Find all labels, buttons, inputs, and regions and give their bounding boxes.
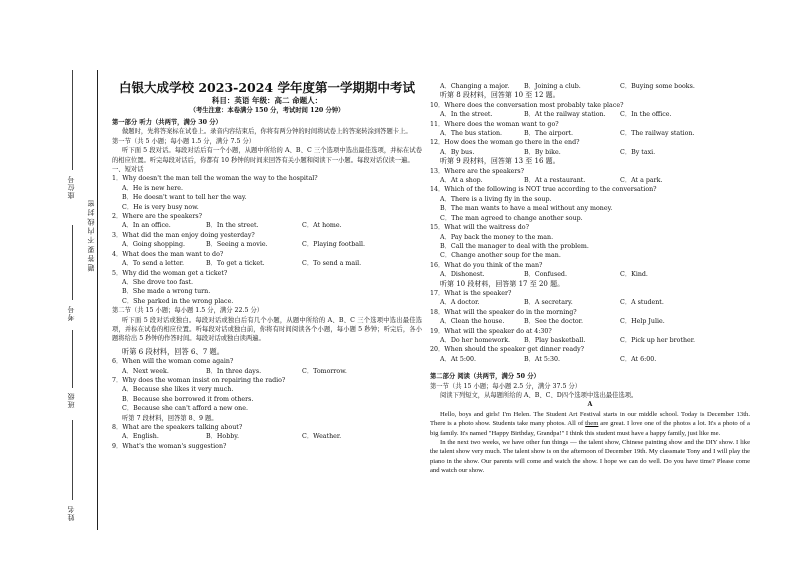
- options-row: [112, 432, 422, 441]
- option: C．Pick up her brother.: [620, 336, 696, 344]
- seal-line: [97, 70, 98, 530]
- sec2-intro: 听下面 5 段对话或独白。每段对话或独白后有几个小题，从题中所给的 A、B、C 三个选项中选出最佳选项，并标在试卷的相应位置。听每段对话或独白前，你将有时间阅读各个小题，每小题 5 秒钟；听完后，各小题将给出 5 秒钟的作答时间。每段对话或独白读两遍。: [112, 316, 422, 343]
- option: A．To send a letter.: [122, 260, 184, 268]
- option: C．A student.: [620, 299, 664, 307]
- underlined-word: them: [585, 420, 599, 428]
- name-label: 姓名: [67, 505, 75, 521]
- option: B．Seeing a movie.: [206, 241, 268, 249]
- options-row: [430, 82, 750, 91]
- options-row: [430, 110, 750, 119]
- para1-text: Hello, boys and girls! I'm Helen. The Student Art Festival starts in our middle school. Today is December 13th. There is a photo show. Students take many photos. All of: [430, 410, 750, 428]
- part2-sec1-heading: 第一节（共 15 小题；每小题 2.5 分，满分 37.5 分）: [430, 382, 582, 390]
- option: A．Because she likes it very much.: [122, 386, 234, 394]
- question-11: 11．Where does the woman want to go?: [430, 120, 559, 128]
- passage-paragraph-2: In the next two weeks, we have other fun things — the talent show, Chinese painting show and the DIY show. I like the talent show very much. The talent show is on the afternoon of December 19th. My classmate Tony and I will play the piano in the show. Our parents will come and watch the show. I hope we can do well. Do you have time? Please come and watch our show.: [430, 439, 750, 475]
- material-marker: 听第 6 段材料，回答 6、7 题。: [122, 346, 224, 356]
- option: B．Play basketball.: [524, 336, 586, 344]
- question-18: 18．What will the speaker do in the morning?: [430, 308, 577, 316]
- question-2: 2．Where are the speakers?: [112, 213, 203, 221]
- part1-intro: 做题时，先将答案标在试卷上。录音内容结束后，你将有两分钟的时间将试卷上的答案转涂到答题卡上。: [122, 128, 412, 136]
- options-row: [430, 317, 750, 326]
- question-5: 5．Why did the woman get a ticket?: [112, 269, 228, 277]
- option: C．She parked in the wrong place.: [122, 297, 234, 305]
- option: B．In three days.: [206, 367, 262, 375]
- option: C．The railway station.: [620, 130, 695, 138]
- option: A．Clean the house.: [440, 318, 505, 326]
- option: B．She made a wrong turn.: [122, 288, 211, 296]
- options-row: [430, 270, 750, 279]
- option: A．Dishonest.: [440, 271, 485, 279]
- material-marker: 听第 7 段材料，回答第 8、9 题。: [122, 414, 218, 422]
- question-8: 8．What are the speakers talking about?: [112, 424, 243, 431]
- seal-text: 题 答 要 不 内 线 封 密: [87, 200, 95, 272]
- question-12: 12．How does the woman go there in the end?: [430, 139, 580, 147]
- option: B．Hobby.: [206, 433, 239, 441]
- option: C．Tomorrow.: [302, 367, 347, 375]
- question-4: 4．What does the man want to do?: [112, 250, 224, 258]
- option: A．Going shopping.: [122, 241, 186, 249]
- options-row: [430, 176, 750, 185]
- option: B．The man wants to have a meal without any money.: [440, 205, 613, 213]
- options-row: [112, 221, 422, 230]
- question-14: 14．Which of the following is NOT true according to the conversation?: [430, 186, 657, 194]
- option: B．He doesn't want to tell her the way.: [122, 194, 247, 202]
- question-1: 1．Why doesn't the man tell the woman the way to the hospital?: [112, 175, 318, 183]
- question-9: 9．What's the woman's suggestion?: [112, 442, 227, 450]
- left-column: [112, 80, 422, 451]
- options-row: [430, 355, 750, 364]
- option: C．Help Julie.: [620, 318, 665, 326]
- option: A．There is a living fly in the soup.: [440, 195, 552, 203]
- option: A．The bus station.: [440, 130, 503, 138]
- part2-heading: 第二部分 阅读（共两节，满分 50 分）: [430, 373, 540, 381]
- option: C．The man agreed to change another soup.: [440, 214, 583, 222]
- para1-text-end: are great. I love one of the photos a lot. It's a photo of a big family. It's named "Happy Birthday, Grandpa!" I think this student must have a happy family, just like me.: [430, 420, 750, 437]
- option: A．Next week.: [122, 367, 169, 375]
- option: A．By bus.: [440, 148, 475, 156]
- options-row: [430, 148, 750, 157]
- option: B．Because she borrowed it from others.: [122, 395, 254, 403]
- option: B．A secretary.: [524, 299, 573, 307]
- option: A．In an office.: [122, 222, 171, 230]
- seat-number-label: 座位号: [67, 175, 75, 199]
- option: C．Buying some books.: [620, 83, 695, 90]
- exam-number-label: 考号: [67, 305, 75, 321]
- sec2-heading: 第二节（共 15 小题；每小题 1.5 分，满分 22.5 分）: [112, 307, 264, 315]
- option: A．He is new here.: [122, 184, 184, 192]
- question-16: 16．What do you think of the man?: [430, 261, 543, 269]
- right-column: [430, 83, 750, 476]
- part2-sec1-intro: 阅读下列短文，从每题所给的 A、B、C、D四个选项中选出最佳选项。: [440, 392, 638, 399]
- option: C．Change another soup for the man.: [440, 252, 561, 260]
- option: C．At home.: [302, 222, 342, 230]
- option: B．See the doctor.: [524, 318, 583, 326]
- option: C．At 6:00.: [620, 355, 657, 363]
- question-17: 17．What is the speaker?: [430, 289, 512, 297]
- exam-note: （考生注意：本卷满分 150 分，考试时间 120 分钟）: [189, 107, 345, 114]
- sec1-heading: 第一节（共 5 小题；每小题 1.5 分，满分 7.5 分）: [112, 137, 256, 145]
- option: C．To send a mail.: [302, 260, 362, 268]
- seat-number-line: [72, 70, 73, 170]
- question-3: 3．What did the man enjoy doing yesterday?: [112, 231, 255, 239]
- exam-subtitle: 科目：英语 年级：高二 命题人：: [211, 96, 323, 105]
- material-marker: 听第 10 段材料，回答第 17 至 20 题。: [440, 279, 565, 288]
- options-row: [112, 367, 422, 376]
- options-row: [430, 129, 750, 138]
- option: B．Joining a club.: [524, 83, 581, 90]
- option: A．In the street.: [440, 111, 493, 119]
- option: A．She drove too fast.: [122, 278, 194, 286]
- option: C．Playing football.: [302, 241, 366, 249]
- class-line: [72, 330, 73, 388]
- option: B．At a restaurant.: [524, 177, 586, 185]
- option: A．A doctor.: [440, 299, 480, 307]
- question-7: 7．Why does the woman insist on repairing the radio?: [112, 376, 286, 384]
- option: A．At a shop.: [440, 177, 483, 185]
- passage-paragraph-1: [430, 410, 750, 438]
- binding-margin: [0, 0, 100, 561]
- class-label: 班级: [67, 392, 75, 408]
- option: A．Pay back the money to the man.: [440, 233, 554, 241]
- passage-label: A: [587, 401, 593, 409]
- question-6: 6．When will the woman come again?: [112, 358, 234, 366]
- option: C．Because she can't afford a new one.: [122, 405, 248, 413]
- material-marker: 听第 8 段材料，回答第 10 至 12 题。: [440, 91, 560, 100]
- option: B．To get a ticket.: [206, 260, 265, 268]
- option: C．In the office.: [620, 111, 672, 119]
- exam-number-line: [72, 225, 73, 300]
- question-20: 20．When should the speaker get dinner ready?: [430, 346, 585, 354]
- material-marker: 听第 9 段材料，回答第 13 至 16 题。: [440, 157, 560, 166]
- question-19: 19．What will the speaker do at 4:30?: [430, 327, 552, 335]
- name-line: [72, 420, 73, 500]
- question-10: 10．Where does the conversation most probably take place?: [430, 101, 624, 109]
- option: B．Call the manager to deal with the problem.: [440, 242, 589, 250]
- option: B．By bike.: [524, 148, 561, 156]
- option: C．He is very busy now.: [122, 203, 199, 211]
- part1-heading: 第一部分 听力（共两节，满分 30 分）: [112, 119, 222, 126]
- options-row: [430, 298, 750, 307]
- option: C．Kind.: [620, 271, 648, 279]
- option: C．At a park.: [620, 177, 663, 185]
- options-row: [112, 259, 422, 268]
- option: A．At 5:00.: [440, 355, 476, 363]
- option: C．By taxi.: [620, 148, 656, 156]
- option: A．Do her homework.: [440, 336, 511, 344]
- option: C．Weather.: [302, 433, 342, 441]
- options-row: [112, 240, 422, 249]
- option: B．At the railway station.: [524, 111, 606, 119]
- option: A．English.: [122, 433, 159, 441]
- option: B．Confused.: [524, 271, 567, 279]
- sec1-sub: 一、短对话: [112, 166, 144, 174]
- sec1-intro: 听下面 5 段对话。每段对话后有一个小题，从题中所给的 A、B、C 三个选项中选出最佳选项，并标在试卷的相应位置。听完每段对话后，你都有 10 秒钟的时间来回答有关小题和阅读下一小题。每段对话仅读一遍。: [112, 147, 422, 164]
- question-15: 15．What will the waitress do?: [430, 224, 529, 232]
- option: B．The airport.: [524, 130, 574, 138]
- option: A．Changing a major.: [440, 83, 510, 90]
- option: B．At 5:30.: [524, 355, 561, 363]
- option: B．In the street.: [206, 222, 259, 230]
- options-row: [430, 336, 750, 345]
- exam-title: 白银大成学校 2023-2024 学年度第一学期期中考试: [119, 80, 415, 95]
- question-13: 13．Where are the speakers?: [430, 167, 525, 175]
